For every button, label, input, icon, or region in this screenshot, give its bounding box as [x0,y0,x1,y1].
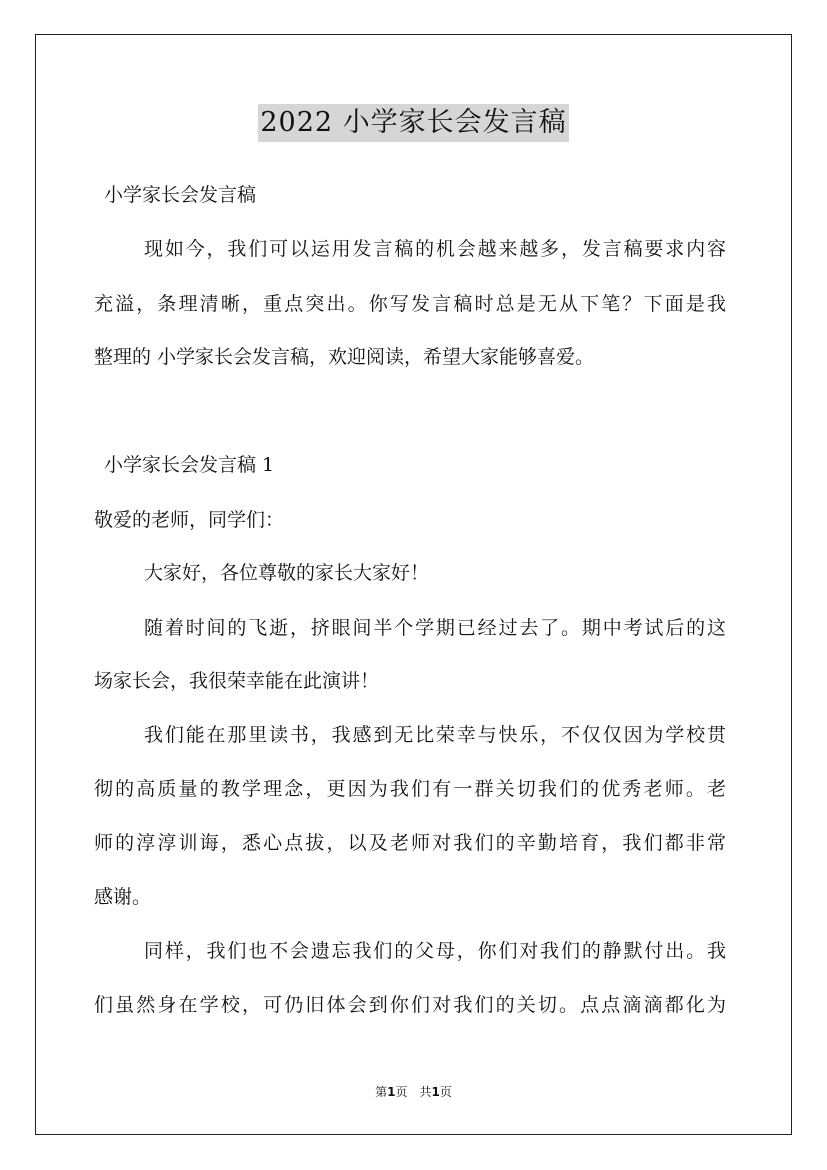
para1-line-1: 随着时间的飞逝，挤眼间半个学期已经过去了。期中考试后的这 [144,617,726,639]
para2-line-1: 我们能在那里读书，我感到无比荣幸与快乐，不仅仅因为学校贯 [144,724,726,746]
footer-page-total: 1 [431,1085,440,1099]
title-container [0,104,827,142]
footer-page-mid: 页 共 [395,1085,432,1099]
footer-page-current: 1 [387,1085,396,1099]
intro-line-1: 现如今，我们可以运用发言稿的机会越来越多，发言稿要求内容 [144,238,726,260]
para2-line-4: 感谢。 [94,886,152,908]
para1-line-2: 场家长会，我很荣幸能在此演讲！ [94,670,380,692]
intro-line-3: 整理的 小学家长会发言稿，欢迎阅读，希望大家能够喜爱。 [94,346,595,368]
footer-page-prefix: 第 [375,1085,388,1099]
page-footer [0,1085,827,1099]
greeting: 大家好，各位尊敬的家长大家好！ [144,562,430,584]
para2-line-2: 彻的高质量的教学理念，更因为我们有一群关切我们的优秀老师。老 [94,778,726,800]
footer-page-suffix: 页 [439,1085,452,1099]
document-title: 2022 小学家长会发言稿 [258,104,568,142]
para2-line-3: 师的淳淳训诲，悉心点拔，以及老师对我们的辛勤培育，我们都非常 [94,832,726,854]
intro-line-2: 充溢，条理清晰，重点突出。你写发言稿时总是无从下笔？下面是我 [94,293,726,315]
para3-line-2: 们虽然身在学校，可仍旧体会到你们对我们的关切。点点滴滴都化为 [94,994,726,1016]
salutation: 敬爱的老师，同学们： [94,509,285,531]
section-heading: 小学家长会发言稿 1 [104,454,275,476]
para3-line-1: 同样，我们也不会遗忘我们的父母，你们对我们的静默付出。我 [144,940,726,962]
subtitle: 小学家长会发言稿 [104,184,257,206]
